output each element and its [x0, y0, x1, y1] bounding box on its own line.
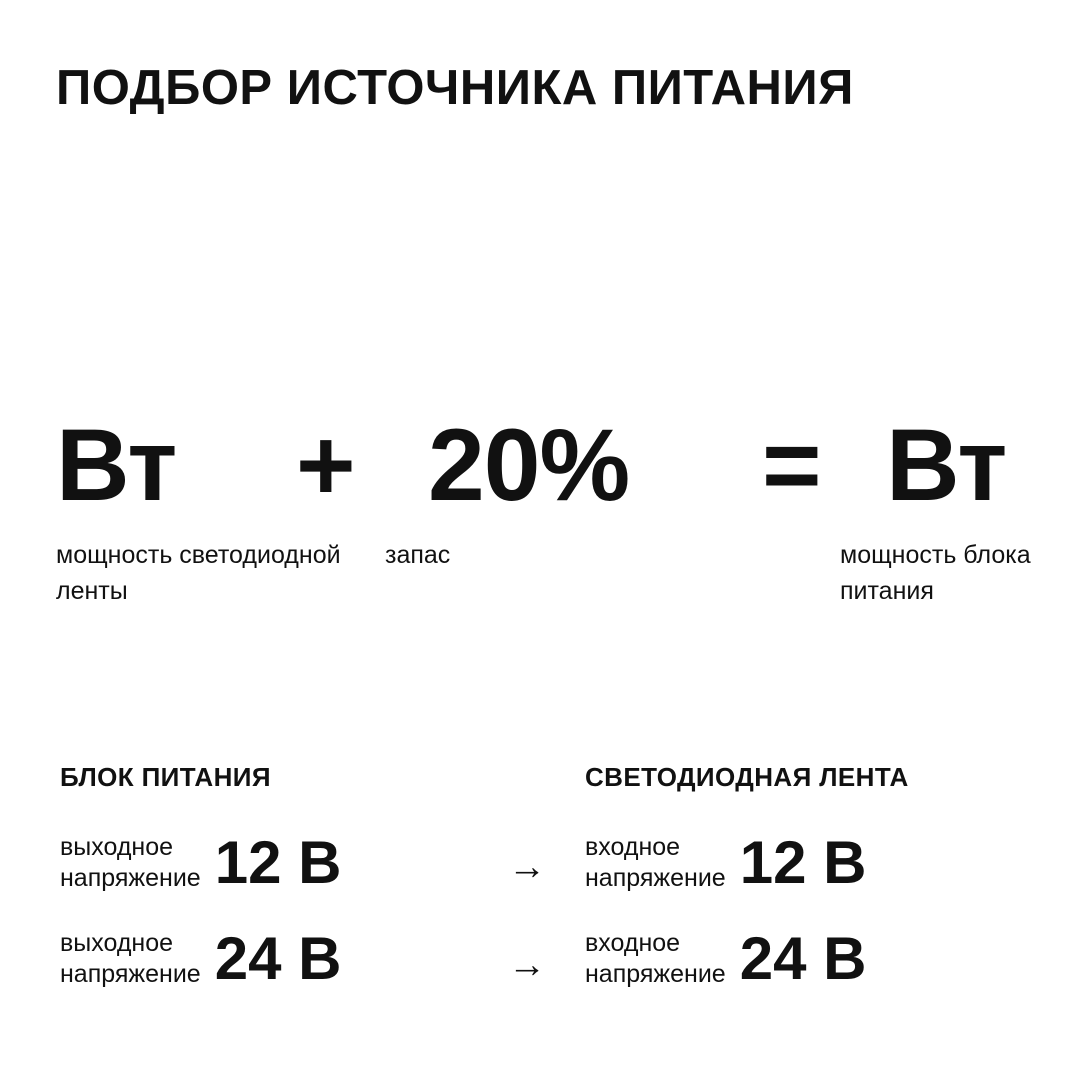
formula-term-reserve: 20%: [428, 408, 630, 522]
led-strip-heading: СВЕТОДИОДНАЯ ЛЕНТА: [585, 762, 909, 792]
formula-term-power: Вт: [56, 408, 177, 522]
power-supply-row-2-label: выходное напряжение: [60, 929, 201, 988]
power-supply-row-2-value: 24 В: [214, 925, 342, 992]
power-supply-row-1-label: выходное напряжение: [60, 833, 201, 892]
formula-operator-equals: =: [762, 408, 821, 522]
formula-term-result: Вт: [886, 408, 1007, 522]
led-strip-row-2-value: 24 В: [739, 925, 867, 992]
power-supply-row-1-value: 12 В: [214, 829, 342, 896]
arrow-right-icon: →: [508, 846, 546, 888]
formula-caption-reserve: запас: [385, 541, 451, 569]
led-strip-row-1-value: 12 В: [739, 829, 867, 896]
table-row: [60, 815, 560, 911]
led-strip-row-1-label: входное напряжение: [585, 833, 726, 892]
formula-operator-plus: +: [296, 408, 355, 522]
power-supply-column: [60, 762, 560, 1007]
formula-caption-power: мощность светодиодной ленты: [56, 541, 341, 605]
led-strip-row-2-label: входное напряжение: [585, 929, 726, 988]
table-row: [585, 911, 1055, 1007]
arrow-right-icon: →: [508, 944, 546, 986]
power-supply-heading: БЛОК ПИТАНИЯ: [60, 762, 271, 792]
table-row: [60, 911, 560, 1007]
table-row: [585, 815, 1055, 911]
formula-row: [56, 408, 1024, 538]
formula-caption-result: мощность блока питания: [840, 541, 1031, 605]
page-title: ПОДБОР ИСТОЧНИКА ПИТАНИЯ: [56, 61, 854, 115]
led-strip-column: [585, 762, 1055, 1007]
